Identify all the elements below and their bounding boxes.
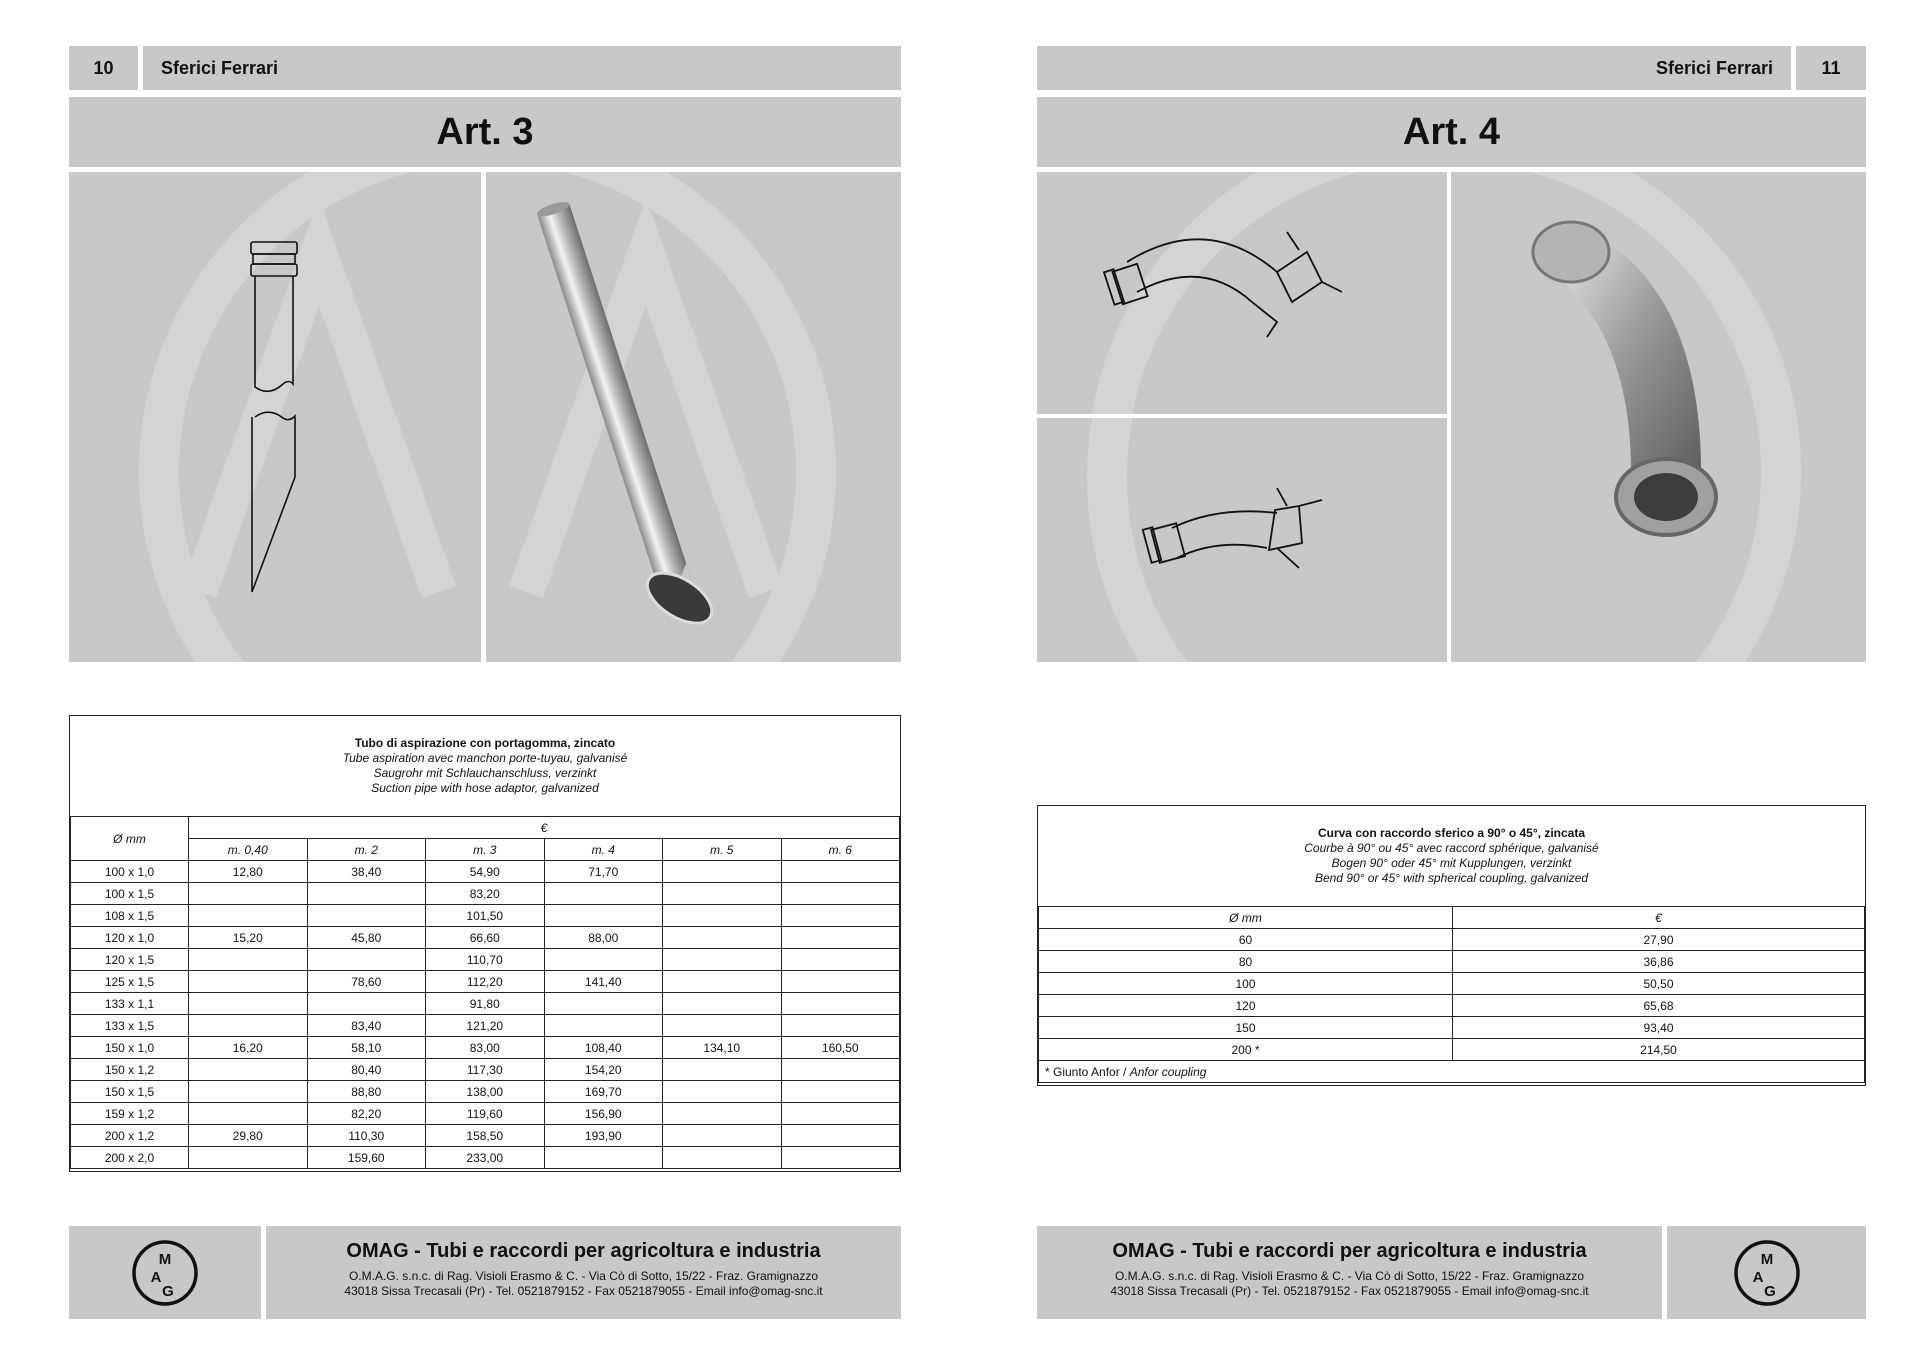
cell-price bbox=[544, 905, 663, 927]
cell-price bbox=[781, 1103, 900, 1125]
cell-price: 66,60 bbox=[426, 927, 545, 949]
cell-price: 169,70 bbox=[544, 1081, 663, 1103]
cell-price bbox=[544, 993, 663, 1015]
table-row bbox=[71, 1125, 900, 1147]
cell-price: 156,90 bbox=[544, 1103, 663, 1125]
cell-diameter: 133 x 1,1 bbox=[71, 993, 189, 1015]
cell-price bbox=[663, 1125, 782, 1147]
page-number bbox=[1796, 46, 1866, 90]
caption-en: Bend 90° or 45° with spherical coupling, galvanized bbox=[1314, 871, 1589, 885]
footer-contacts: 43018 Sissa Trecasali (Pr) - Tel. 0521879152 - Fax 0521879055 - Email info@omag-snc.it bbox=[344, 1284, 823, 1298]
price-grid bbox=[70, 816, 900, 1169]
article-title bbox=[1037, 97, 1866, 167]
cell-price bbox=[307, 993, 426, 1015]
cell-price: 78,60 bbox=[307, 971, 426, 993]
price-grid bbox=[1038, 906, 1865, 1083]
table-row bbox=[1039, 973, 1865, 995]
table-caption bbox=[1038, 806, 1865, 906]
svg-text:M: M bbox=[158, 1250, 172, 1268]
pipe-drawing bbox=[69, 172, 481, 662]
cell-price: 108,40 bbox=[544, 1037, 663, 1059]
cell-price: 117,30 bbox=[426, 1059, 545, 1081]
cell-diameter: 100 bbox=[1039, 973, 1453, 995]
cell-price bbox=[663, 927, 782, 949]
cell-price: 83,20 bbox=[426, 883, 545, 905]
cell-price bbox=[307, 883, 426, 905]
cell-price bbox=[781, 1015, 900, 1037]
cell-diameter: 120 x 1,0 bbox=[71, 927, 189, 949]
caption-de: Bogen 90° oder 45° mit Kupplungen, verzinkt bbox=[1331, 856, 1572, 870]
cell-diameter: 159 x 1,2 bbox=[71, 1103, 189, 1125]
cell-price bbox=[663, 993, 782, 1015]
cell-diameter: 150 bbox=[1039, 1017, 1453, 1039]
cell-price: 29,80 bbox=[189, 1125, 308, 1147]
table-row bbox=[71, 1103, 900, 1125]
cell-price bbox=[189, 1147, 308, 1169]
omag-logo-icon bbox=[130, 1238, 200, 1308]
cell-diameter: 120 bbox=[1039, 995, 1453, 1017]
cell-price bbox=[307, 949, 426, 971]
cell-price: 38,40 bbox=[307, 861, 426, 883]
table-row bbox=[71, 883, 900, 905]
cell-price bbox=[189, 1081, 308, 1103]
caption-it: Tubo di aspirazione con portagomma, zincato bbox=[354, 736, 616, 750]
drawing-panel bbox=[69, 172, 481, 662]
article-title-text: Art. 3 bbox=[436, 110, 534, 153]
cell-price bbox=[781, 949, 900, 971]
cell-price bbox=[781, 971, 900, 993]
cell-price bbox=[781, 905, 900, 927]
cell-price bbox=[189, 1015, 308, 1037]
article-title-text: Art. 4 bbox=[1402, 110, 1501, 153]
table-row bbox=[71, 1059, 900, 1081]
cell-price bbox=[189, 1103, 308, 1125]
cell-diameter: 150 x 1,5 bbox=[71, 1081, 189, 1103]
table-footnote bbox=[1039, 1061, 1865, 1083]
page-header bbox=[143, 46, 901, 90]
cell-price bbox=[544, 1015, 663, 1037]
table-row bbox=[71, 1081, 900, 1103]
col-length-header: m. 0,40 bbox=[189, 839, 308, 861]
cell-price: 101,50 bbox=[426, 905, 545, 927]
cell-price bbox=[781, 1125, 900, 1147]
page-number-text: 11 bbox=[1821, 57, 1841, 78]
header-title: Sferici Ferrari bbox=[1655, 57, 1773, 78]
table-row bbox=[1039, 1039, 1865, 1061]
cell-diameter: 120 x 1,5 bbox=[71, 949, 189, 971]
cell-price bbox=[663, 1015, 782, 1037]
footer-address: O.M.A.G. s.n.c. di Rag. Visioli Erasmo & C. - Via Cò di Sotto, 15/22 - Fraz. Gramignazzo bbox=[348, 1269, 819, 1283]
col-diameter: Ø mm bbox=[71, 817, 189, 861]
bend-90-drawing bbox=[1037, 172, 1447, 414]
cell-price: 233,00 bbox=[426, 1147, 545, 1169]
cell-price: 160,50 bbox=[781, 1037, 900, 1059]
table-caption bbox=[70, 716, 900, 816]
cell-price: 12,80 bbox=[189, 861, 308, 883]
footer-info bbox=[1037, 1226, 1662, 1319]
cell-price: 138,00 bbox=[426, 1081, 545, 1103]
col-length-header: m. 2 bbox=[307, 839, 426, 861]
cell-price bbox=[781, 927, 900, 949]
cell-price bbox=[663, 1081, 782, 1103]
cell-price: 45,80 bbox=[307, 927, 426, 949]
svg-text:M: M bbox=[1760, 1250, 1773, 1268]
cell-price bbox=[781, 1147, 900, 1169]
caption-fr: Tube aspiration avec manchon porte-tuyau, galvanisé bbox=[342, 751, 628, 765]
omag-logo-icon bbox=[1732, 1238, 1802, 1308]
cell-diameter: 200 * bbox=[1039, 1039, 1453, 1061]
cell-price: 15,20 bbox=[189, 927, 308, 949]
cell-diameter: 80 bbox=[1039, 951, 1453, 973]
cell-diameter: 60 bbox=[1039, 929, 1453, 951]
cell-price: 54,90 bbox=[426, 861, 545, 883]
cell-price: 83,40 bbox=[307, 1015, 426, 1037]
cell-price: 88,00 bbox=[544, 927, 663, 949]
cell-price: 83,00 bbox=[426, 1037, 545, 1059]
cell-price bbox=[663, 905, 782, 927]
cell-price bbox=[663, 1103, 782, 1125]
table-row bbox=[71, 861, 900, 883]
cell-diameter: 108 x 1,5 bbox=[71, 905, 189, 927]
col-length-header: m. 5 bbox=[663, 839, 782, 861]
cell-price bbox=[663, 1147, 782, 1169]
cell-diameter: 125 x 1,5 bbox=[71, 971, 189, 993]
footnote-text: * Giunto Anfor / bbox=[1045, 1064, 1130, 1079]
cell-price bbox=[781, 1059, 900, 1081]
cell-diameter: 100 x 1,0 bbox=[71, 861, 189, 883]
footer-title: OMAG - Tubi e raccordi per agricoltura e industria bbox=[346, 1240, 821, 1262]
cell-price bbox=[781, 1081, 900, 1103]
cell-price: 71,70 bbox=[544, 861, 663, 883]
cell-price bbox=[307, 905, 426, 927]
cell-price: 154,20 bbox=[544, 1059, 663, 1081]
table-row bbox=[1039, 929, 1865, 951]
caption-en: Suction pipe with hose adaptor, galvanized bbox=[371, 781, 599, 795]
table-row bbox=[71, 927, 900, 949]
cell-price: 36,86 bbox=[1453, 951, 1865, 973]
drawing-panel-45 bbox=[1037, 418, 1447, 662]
cell-price bbox=[781, 883, 900, 905]
cell-price: 50,50 bbox=[1453, 973, 1865, 995]
cell-diameter: 133 x 1,5 bbox=[71, 1015, 189, 1037]
pipe-photo bbox=[486, 172, 901, 662]
cell-price: 93,40 bbox=[1453, 1017, 1865, 1039]
cell-price bbox=[189, 905, 308, 927]
cell-price bbox=[663, 949, 782, 971]
cell-price: 58,10 bbox=[307, 1037, 426, 1059]
page-number-text: 10 bbox=[93, 57, 114, 78]
cell-price bbox=[544, 883, 663, 905]
catalog-page-right bbox=[960, 0, 1920, 1358]
caption-fr: Courbe à 90° ou 45° avec raccord sphérique, galvanisé bbox=[1304, 841, 1599, 855]
table-row bbox=[71, 993, 900, 1015]
footer-info bbox=[266, 1226, 901, 1319]
footer-title: OMAG - Tubi e raccordi per agricoltura e industria bbox=[1112, 1240, 1587, 1262]
caption-de: Saugrohr mit Schlauchanschluss, verzinkt bbox=[373, 766, 597, 780]
cell-diameter: 150 x 1,0 bbox=[71, 1037, 189, 1059]
cell-price: 16,20 bbox=[189, 1037, 308, 1059]
cell-price: 82,20 bbox=[307, 1103, 426, 1125]
col-currency: € bbox=[189, 817, 900, 839]
svg-text:A: A bbox=[1752, 1268, 1763, 1286]
svg-text:G: G bbox=[1763, 1282, 1776, 1300]
cell-price bbox=[544, 1147, 663, 1169]
table-row bbox=[71, 1037, 900, 1059]
drawing-panel-90 bbox=[1037, 172, 1447, 414]
cell-price: 193,90 bbox=[544, 1125, 663, 1147]
cell-price: 159,60 bbox=[307, 1147, 426, 1169]
table-row bbox=[71, 949, 900, 971]
cell-price bbox=[189, 883, 308, 905]
cell-price: 134,10 bbox=[663, 1037, 782, 1059]
bend-45-drawing bbox=[1037, 418, 1447, 662]
cell-price bbox=[544, 949, 663, 971]
photo-panel bbox=[1451, 172, 1866, 662]
page-number bbox=[69, 46, 138, 90]
table-row bbox=[1039, 951, 1865, 973]
cell-price: 121,20 bbox=[426, 1015, 545, 1037]
cell-price: 214,50 bbox=[1453, 1039, 1865, 1061]
cell-price: 80,40 bbox=[307, 1059, 426, 1081]
cell-price: 110,30 bbox=[307, 1125, 426, 1147]
table-row bbox=[1039, 1017, 1865, 1039]
table-row bbox=[1039, 995, 1865, 1017]
col-length-header: m. 4 bbox=[544, 839, 663, 861]
svg-text:A: A bbox=[150, 1268, 162, 1286]
article-title bbox=[69, 97, 901, 167]
caption-it: Curva con raccordo sferico a 90° o 45°, zincata bbox=[1317, 826, 1586, 840]
col-length-header: m. 6 bbox=[781, 839, 900, 861]
footer-logo-box bbox=[69, 1226, 261, 1319]
cell-price: 27,90 bbox=[1453, 929, 1865, 951]
cell-price bbox=[189, 949, 308, 971]
footer-logo-box bbox=[1667, 1226, 1866, 1319]
table-row bbox=[71, 1015, 900, 1037]
cell-price bbox=[189, 993, 308, 1015]
table-row bbox=[71, 905, 900, 927]
cell-price bbox=[663, 971, 782, 993]
cell-price: 65,68 bbox=[1453, 995, 1865, 1017]
col-diameter: Ø mm bbox=[1039, 907, 1453, 929]
header-title: Sferici Ferrari bbox=[161, 57, 279, 78]
price-table bbox=[1037, 805, 1866, 1086]
page-header bbox=[1037, 46, 1791, 90]
cell-price bbox=[663, 1059, 782, 1081]
footer-address: O.M.A.G. s.n.c. di Rag. Visioli Erasmo & C. - Via Cò di Sotto, 15/22 - Fraz. Gramignazzo bbox=[1114, 1269, 1585, 1283]
cell-price bbox=[189, 1059, 308, 1081]
photo-panel bbox=[486, 172, 901, 662]
col-currency: € bbox=[1453, 907, 1865, 929]
cell-price: 158,50 bbox=[426, 1125, 545, 1147]
cell-price bbox=[663, 861, 782, 883]
cell-price: 119,60 bbox=[426, 1103, 545, 1125]
table-row bbox=[71, 971, 900, 993]
cell-price: 141,40 bbox=[544, 971, 663, 993]
cell-price bbox=[781, 993, 900, 1015]
bend-photo bbox=[1451, 172, 1866, 662]
cell-price: 112,20 bbox=[426, 971, 545, 993]
footnote-italic: Anfor coupling bbox=[1129, 1064, 1207, 1079]
cell-price: 91,80 bbox=[426, 993, 545, 1015]
cell-diameter: 100 x 1,5 bbox=[71, 883, 189, 905]
cell-price bbox=[189, 971, 308, 993]
cell-price: 88,80 bbox=[307, 1081, 426, 1103]
cell-diameter: 200 x 1,2 bbox=[71, 1125, 189, 1147]
cell-price bbox=[663, 883, 782, 905]
price-table bbox=[69, 715, 901, 1172]
svg-text:G: G bbox=[162, 1282, 174, 1300]
cell-diameter: 200 x 2,0 bbox=[71, 1147, 189, 1169]
table-row bbox=[71, 1147, 900, 1169]
footer-contacts: 43018 Sissa Trecasali (Pr) - Tel. 0521879152 - Fax 0521879055 - Email info@omag-snc.it bbox=[1110, 1284, 1589, 1298]
col-length-header: m. 3 bbox=[426, 839, 545, 861]
cell-diameter: 150 x 1,2 bbox=[71, 1059, 189, 1081]
cell-price bbox=[781, 861, 900, 883]
cell-price: 110,70 bbox=[426, 949, 545, 971]
